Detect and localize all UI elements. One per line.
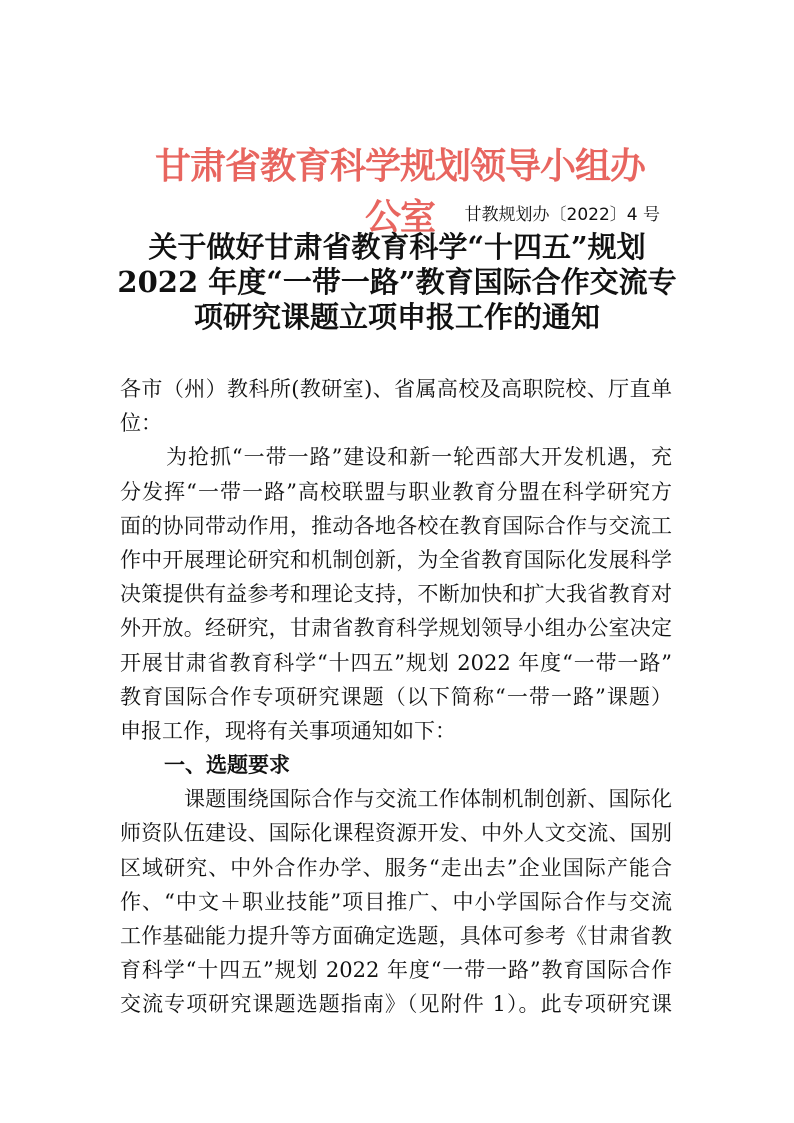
paragraph-line: 区域研究、中外合作办学、服务“走出去”企业国际产能合 (120, 855, 672, 880)
document-number: 甘教规划办〔2022〕4 号 (464, 205, 660, 225)
paragraph-line: 工作基础能力提升等方面确定选题，具体可参考《甘肃省教 (120, 924, 672, 948)
title-line: 关于做好甘肃省教育科学“十四五”规划 (148, 230, 646, 264)
paragraph-line: 为抢抓“一带一路”建设和新一轮西部大开发机遇，充 (166, 445, 672, 470)
paragraph-line: 申报工作，现将有关事项通知如下： (120, 718, 456, 743)
title-line: 项研究课题立项申报工作的通知 (193, 300, 600, 334)
paragraph-line: 教育国际合作专项研究课题（以下简称“一带一路”课题） (120, 684, 672, 709)
document-body (120, 372, 672, 1022)
paragraph-line: 师资队伍建设、国际化课程资源开发、中外人文交流、国别 (120, 821, 672, 846)
paragraph-line: 决策提供有益参考和理论支持，不断加快和扩大我省教育对 (120, 582, 672, 607)
paragraph-line: 外开放。经研究，甘肃省教育科学规划领导小组办公室决定 (120, 616, 672, 641)
issuing-organization: 甘肃省教育科学规划领导小组办公室 (154, 146, 645, 238)
paragraph-line: 课题围绕国际合作与交流工作体制机制创新、国际化 (184, 787, 672, 812)
paragraph-line: 分发挥“一带一路”高校联盟与职业教育分盟在科学研究方 (120, 479, 672, 504)
paragraph-line: 交流专项研究课题选题指南》（见附件 1）。此专项研究课 (120, 992, 672, 1017)
section-heading: 一、选题要求 (164, 753, 290, 778)
paragraph-line: 育科学“十四五”规划 2022 年度“一带一路”教育国际合作 (120, 958, 672, 983)
addressee-line: 位： (120, 411, 162, 436)
document-title (110, 230, 684, 335)
paragraph-line: 开展甘肃省教育科学“十四五”规划 2022 年度“一带一路” (120, 650, 672, 675)
paragraph-line: 作中开展理论研究和机制创新，为全省教育国际化发展科学 (120, 547, 672, 572)
addressee-line: 各市（州）教科所(教研室)、省属高校及高职院校、厅直单 (120, 377, 672, 401)
paragraph-line: 面的协同带动作用，推动各地各校在教育国际合作与交流工 (120, 513, 672, 538)
paragraph-line: 作、“中文＋职业技能”项目推广、中小学国际合作与交流 (120, 889, 672, 914)
title-line: 2022 年度“一带一路”教育国际合作交流专 (117, 265, 677, 299)
